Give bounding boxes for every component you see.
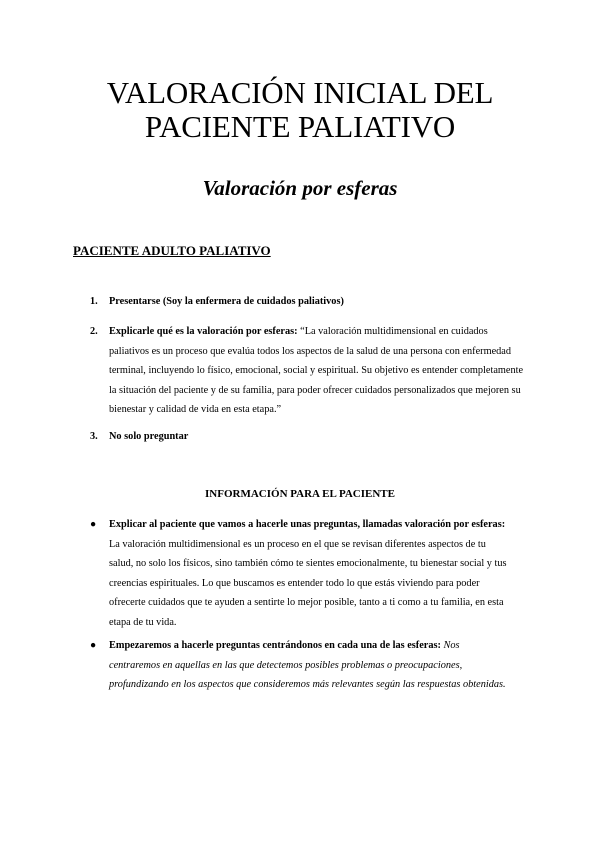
document-subtitle: Valoración por esferas	[202, 176, 398, 200]
item-bold-text: Explicarle qué es la valoración por esferas:	[109, 326, 298, 337]
bullet-icon: ●	[90, 640, 97, 651]
bullet-item-2	[90, 636, 510, 695]
numbered-item-3	[90, 427, 530, 447]
item-text	[109, 322, 530, 420]
item-body-text: La valoración multidimensional es un proceso en el que se revisan diferentes aspectos de tu salud, no solo los físicos, sino también cómo te sientes emocionalmente, tu bienestar social y tus creencias espirituales. Lo que buscamos es entender todo lo que estás viviendo para poder ofrecerte cuidados que te ayuden a sentirte lo mejor posible, tanto a ti como a tu familia, en esta etapa de tu vida.	[109, 538, 507, 628]
item-bold-text: Empezaremos a hacerle preguntas centrándonos en cada una de las esferas:	[109, 640, 441, 651]
info-heading: INFORMACIÓN PARA EL PACIENTE	[205, 488, 395, 500]
section-heading: PACIENTE ADULTO PALIATIVO	[73, 243, 271, 258]
item-number: 2.	[90, 326, 98, 337]
item-text	[109, 515, 510, 632]
item-bold-text: Presentarse (Soy la enfermera de cuidados paliativos)	[109, 296, 344, 307]
item-italic-text: Nos centraremos en aquellas en las que detectemos posibles problemas o preocupaciones, profundizando en los aspectos que consideremos más relevantes según las respuestas obtenidas.	[109, 640, 506, 690]
item-bold-text: Explicar al paciente que vamos a hacerle unas preguntas, llamadas valoración por esferas:	[109, 519, 506, 530]
bullet-icon: ●	[90, 519, 97, 530]
title-line-2: PACIENTE PALIATIVO	[144, 109, 456, 144]
title-line-1: VALORACIÓN INICIAL DEL	[106, 75, 494, 110]
item-number: 1.	[90, 296, 98, 307]
item-number: 3.	[90, 431, 98, 442]
item-text	[109, 292, 530, 312]
item-bold-text: No solo preguntar	[109, 431, 189, 442]
item-text	[109, 427, 530, 447]
numbered-item-1	[90, 292, 530, 312]
item-text	[109, 636, 510, 695]
numbered-item-2	[90, 322, 530, 420]
document-title	[40, 76, 560, 144]
bullet-item-1	[90, 515, 510, 632]
item-body-text: “La valoración multidimensional en cuidados paliativos es un proceso que evalúa todos los aspectos de la salud de una persona con enfermedad terminal, incluyendo lo físico, emocional, social y espiritual. Su objetivo es entender completamente la situación del paciente y de su familia, para poder ofrecer cuidados personalizados que mejoren su bienestar y calidad de vida en esta etapa.”	[109, 326, 524, 415]
